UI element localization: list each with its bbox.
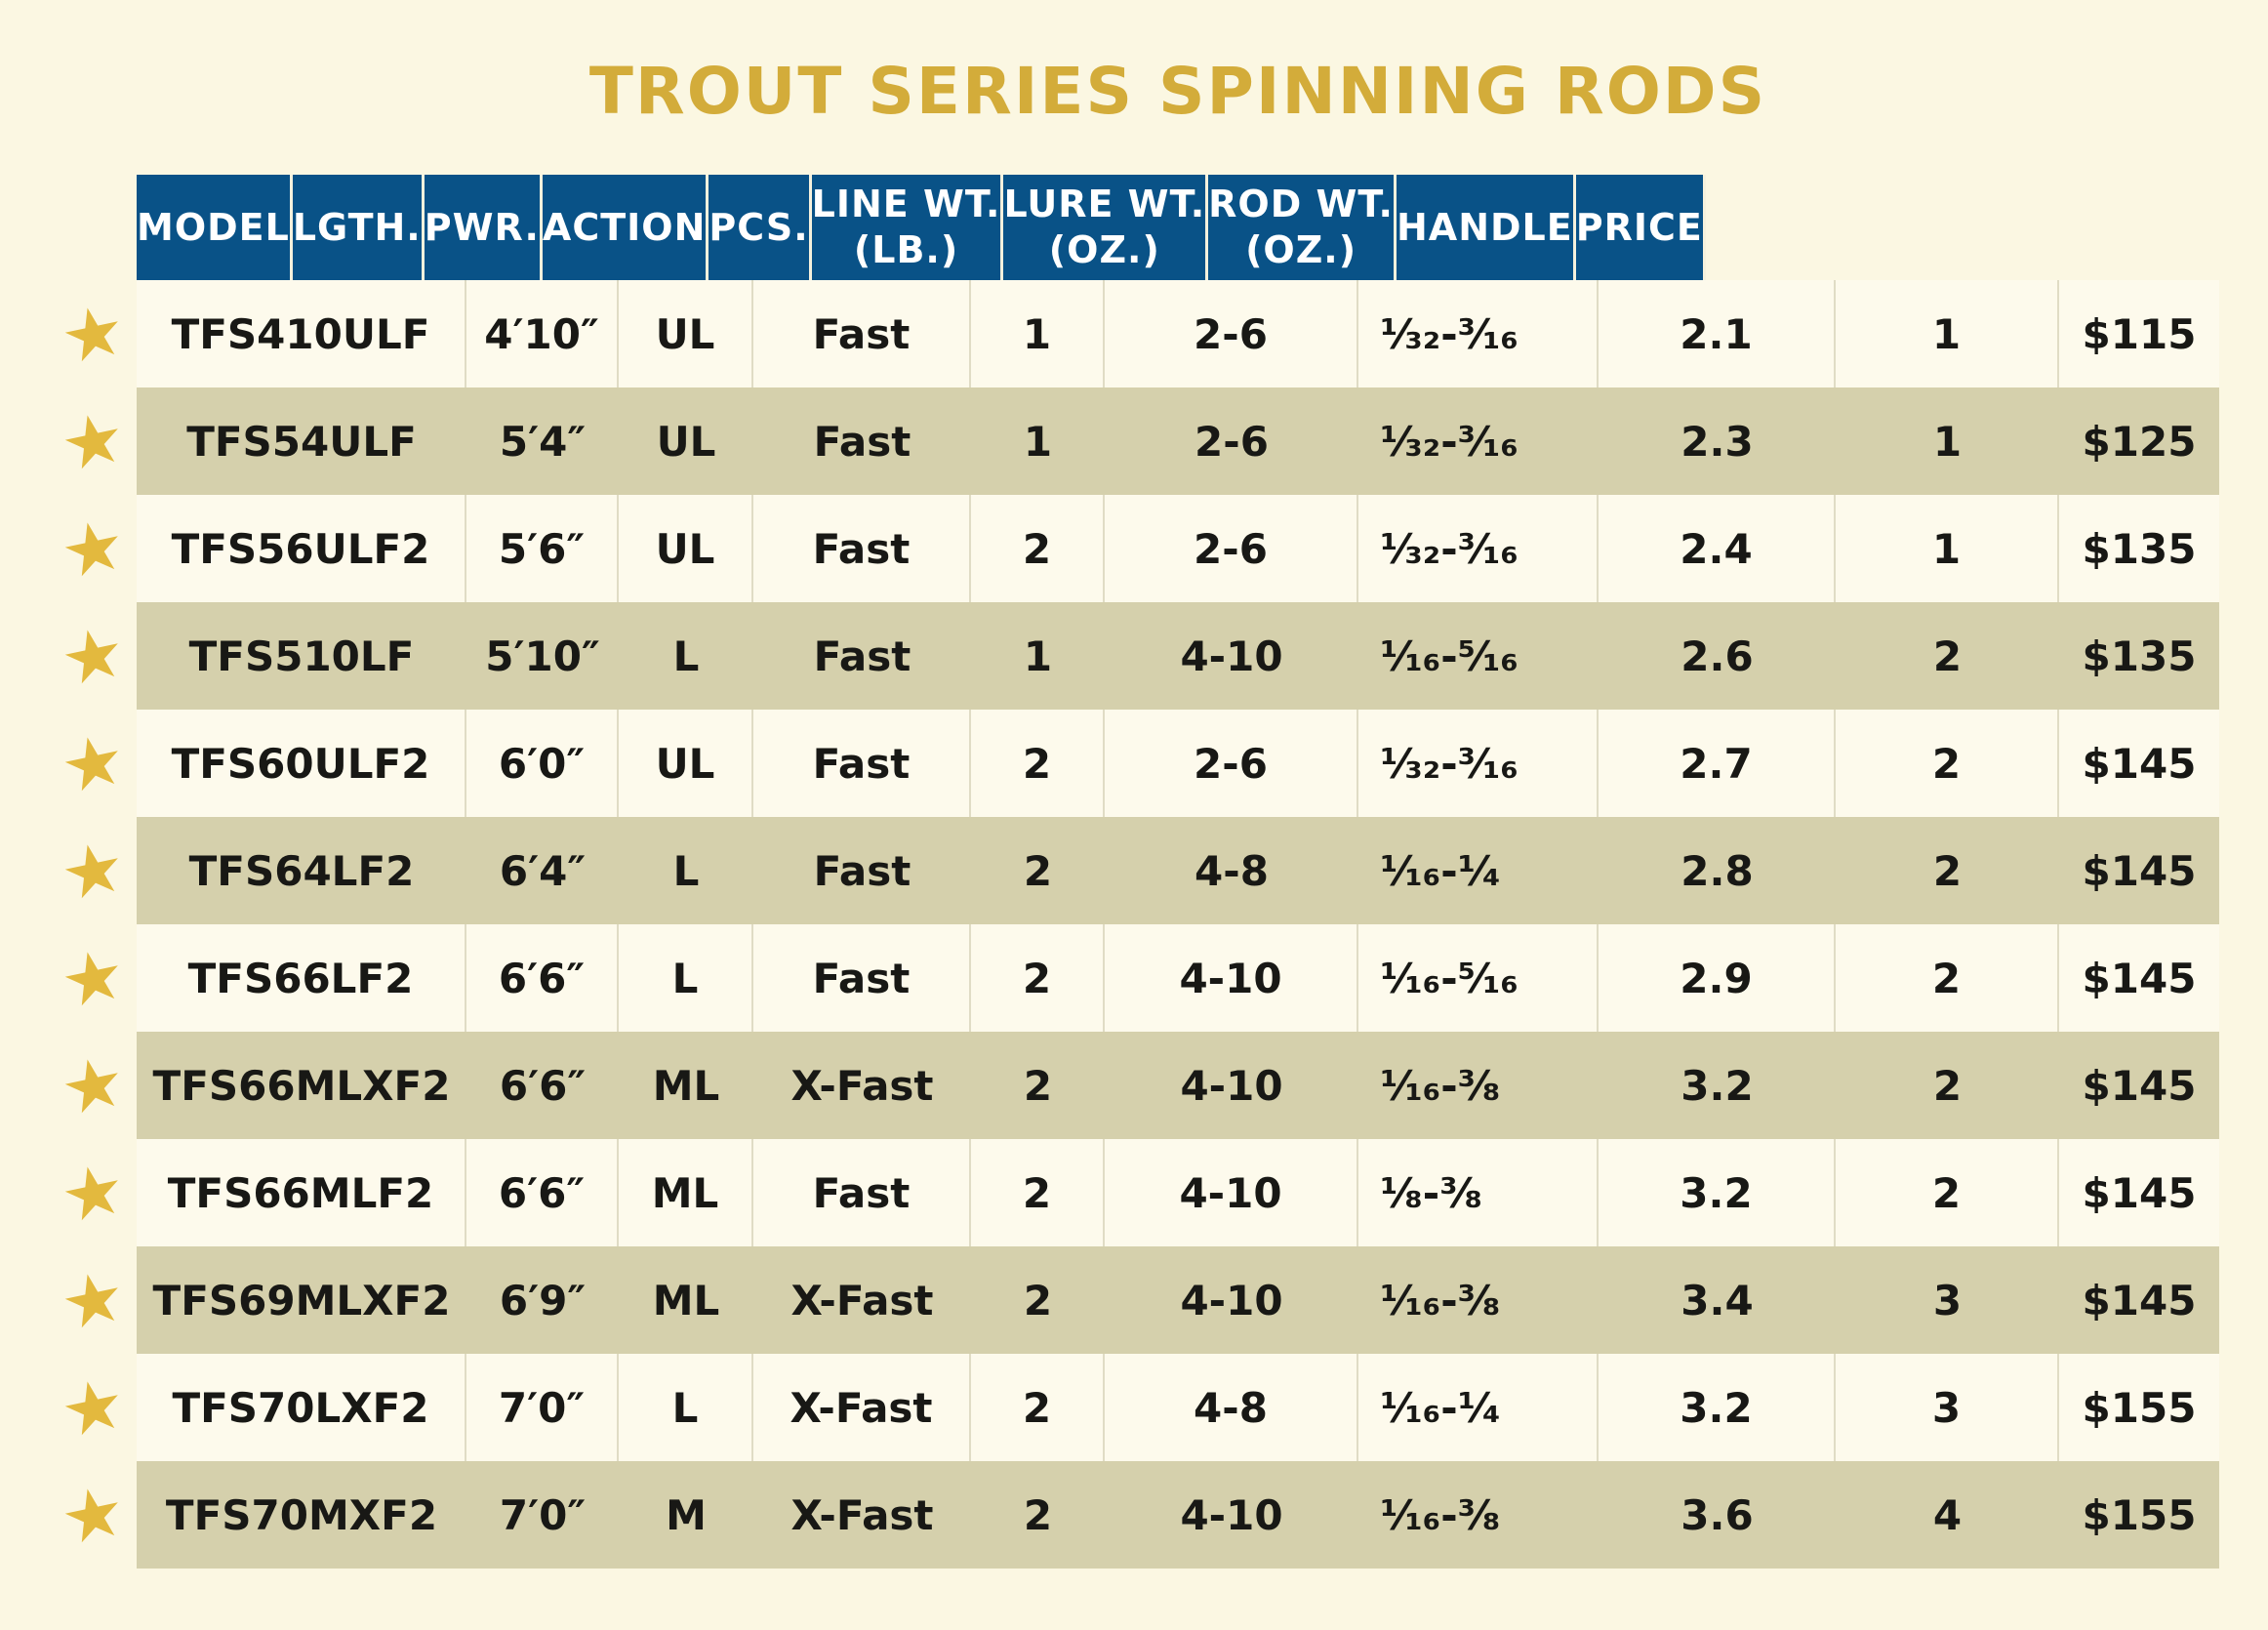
- cell-price: $155: [2059, 1354, 2219, 1461]
- cell-pieces: 2: [971, 1139, 1105, 1246]
- cell-power: L: [619, 602, 753, 710]
- cell-power: UL: [619, 710, 753, 817]
- cell-price: $135: [2059, 602, 2219, 710]
- cell-line-weight: 4-10: [1105, 924, 1358, 1032]
- cell-rod-weight: 2.3: [1599, 387, 1836, 495]
- cell-model: TFS70MXF2: [137, 1461, 466, 1569]
- table-header-row: [0, 175, 2219, 280]
- cell-action: Fast: [753, 1139, 971, 1246]
- cell-pieces: 2: [971, 924, 1105, 1032]
- star-icon: ★: [54, 1468, 134, 1563]
- cell-line-weight: 4-10: [1105, 1139, 1358, 1246]
- cell-action: X-Fast: [753, 1461, 971, 1569]
- cell-handle: 1: [1836, 387, 2059, 495]
- page-title: TROUT SERIES SPINNING RODS: [588, 54, 1767, 129]
- cell-model: TFS70LXF2: [137, 1354, 466, 1461]
- cell-line-weight: 2-6: [1105, 710, 1358, 817]
- cell-action: Fast: [753, 817, 971, 924]
- cell-lure-weight: ¹⁄₁₆-⁵⁄₁₆: [1358, 924, 1599, 1032]
- table-row: [0, 1461, 2219, 1569]
- table-row: [0, 817, 2219, 924]
- row-star-gutter: [0, 387, 137, 495]
- table-row: [0, 387, 2219, 495]
- cell-lure-weight: ¹⁄₃₂-³⁄₁₆: [1358, 495, 1599, 602]
- cell-price: $155: [2059, 1461, 2219, 1569]
- column-header-label: LGTH.: [292, 205, 422, 249]
- cell-handle: 2: [1836, 817, 2059, 924]
- table-row: [0, 1246, 2219, 1354]
- star-icon: ★: [54, 1039, 134, 1133]
- cell-power: M: [619, 1461, 753, 1569]
- cell-handle: 1: [1836, 495, 2059, 602]
- row-star-gutter: [0, 1139, 137, 1246]
- cell-price: $145: [2059, 1139, 2219, 1246]
- column-header: [1397, 175, 1576, 280]
- row-star-gutter: [0, 924, 137, 1032]
- cell-length: 6′0″: [466, 710, 619, 817]
- cell-power: ML: [619, 1032, 753, 1139]
- cell-handle: 4: [1836, 1461, 2059, 1569]
- cell-action: Fast: [753, 710, 971, 817]
- column-header: [1576, 175, 1706, 280]
- cell-action: X-Fast: [753, 1354, 971, 1461]
- cell-handle: 1: [1836, 280, 2059, 387]
- column-header-label: PRICE: [1575, 205, 1703, 249]
- cell-line-weight: 4-8: [1105, 1354, 1358, 1461]
- cell-model: TFS66MLF2: [137, 1139, 466, 1246]
- table-body: [0, 280, 2268, 1569]
- column-header: [137, 175, 293, 280]
- star-icon: ★: [54, 502, 134, 596]
- cell-line-weight: 4-10: [1105, 1461, 1358, 1569]
- cell-power: ML: [619, 1139, 753, 1246]
- column-header-unit: (OZ.): [1048, 228, 1160, 272]
- cell-length: 6′9″: [466, 1246, 619, 1354]
- cell-action: Fast: [753, 924, 971, 1032]
- cell-price: $145: [2059, 1032, 2219, 1139]
- cell-handle: 2: [1836, 602, 2059, 710]
- cell-model: TFS64LF2: [137, 817, 466, 924]
- column-header-label: LURE WT.: [1003, 182, 1206, 225]
- column-header-label: PCS.: [709, 205, 809, 249]
- cell-handle: 2: [1836, 710, 2059, 817]
- table-row: [0, 602, 2219, 710]
- cell-model: TFS410ULF: [137, 280, 466, 387]
- cell-price: $115: [2059, 280, 2219, 387]
- column-header: [1003, 175, 1208, 280]
- cell-model: TFS66LF2: [137, 924, 466, 1032]
- row-star-gutter: [0, 710, 137, 817]
- cell-price: $145: [2059, 1246, 2219, 1354]
- table-row: [0, 1139, 2219, 1246]
- cell-pieces: 2: [971, 495, 1105, 602]
- cell-lure-weight: ¹⁄₃₂-³⁄₁₆: [1358, 280, 1599, 387]
- cell-handle: 3: [1836, 1354, 2059, 1461]
- cell-rod-weight: 2.1: [1599, 280, 1836, 387]
- column-header-label: HANDLE: [1397, 205, 1573, 249]
- row-star-gutter: [0, 817, 137, 924]
- cell-pieces: 2: [971, 710, 1105, 817]
- cell-action: Fast: [753, 495, 971, 602]
- cell-action: Fast: [753, 602, 971, 710]
- cell-action: Fast: [753, 387, 971, 495]
- cell-rod-weight: 2.9: [1599, 924, 1836, 1032]
- row-star-gutter: [0, 1354, 137, 1461]
- column-header-unit: (LB.): [853, 228, 959, 272]
- header-star-gutter: [0, 175, 137, 280]
- column-header-label: MODEL: [137, 205, 290, 249]
- cell-action: Fast: [753, 280, 971, 387]
- cell-power: L: [619, 924, 753, 1032]
- cell-power: UL: [619, 495, 753, 602]
- cell-model: TFS56ULF2: [137, 495, 466, 602]
- cell-pieces: 2: [971, 1032, 1105, 1139]
- cell-price: $145: [2059, 817, 2219, 924]
- cell-lure-weight: ¹⁄₁₆-⁵⁄₁₆: [1358, 602, 1599, 710]
- cell-handle: 2: [1836, 1032, 2059, 1139]
- cell-pieces: 1: [971, 602, 1105, 710]
- row-star-gutter: [0, 1246, 137, 1354]
- cell-lure-weight: ¹⁄₃₂-³⁄₁₆: [1358, 387, 1599, 495]
- cell-handle: 2: [1836, 1139, 2059, 1246]
- table-row: [0, 495, 2219, 602]
- cell-lure-weight: ¹⁄₁₆-¹⁄₄: [1358, 817, 1599, 924]
- cell-rod-weight: 3.2: [1599, 1354, 1836, 1461]
- cell-line-weight: 2-6: [1105, 495, 1358, 602]
- column-header-unit: (OZ.): [1245, 228, 1357, 272]
- table-row: [0, 924, 2219, 1032]
- star-icon: ★: [54, 824, 134, 918]
- cell-action: X-Fast: [753, 1246, 971, 1354]
- cell-model: TFS66MLXF2: [137, 1032, 466, 1139]
- column-header: [543, 175, 709, 280]
- cell-pieces: 2: [971, 1354, 1105, 1461]
- cell-rod-weight: 3.2: [1599, 1032, 1836, 1139]
- column-header-label: PWR.: [424, 205, 540, 249]
- column-header: [1208, 175, 1397, 280]
- cell-lure-weight: ¹⁄₁₆-³⁄₈: [1358, 1246, 1599, 1354]
- column-header-label: LINE WT.: [811, 182, 1001, 225]
- column-header: [293, 175, 425, 280]
- cell-rod-weight: 2.7: [1599, 710, 1836, 817]
- cell-power: ML: [619, 1246, 753, 1354]
- cell-model: TFS54ULF: [137, 387, 466, 495]
- cell-line-weight: 4-10: [1105, 1032, 1358, 1139]
- cell-rod-weight: 2.6: [1599, 602, 1836, 710]
- cell-line-weight: 4-10: [1105, 1246, 1358, 1354]
- cell-rod-weight: 3.2: [1599, 1139, 1836, 1246]
- cell-price: $145: [2059, 710, 2219, 817]
- cell-pieces: 2: [971, 1461, 1105, 1569]
- cell-pieces: 1: [971, 280, 1105, 387]
- cell-length: 6′6″: [466, 1032, 619, 1139]
- star-icon: ★: [54, 1361, 134, 1455]
- cell-length: 6′6″: [466, 924, 619, 1032]
- star-icon: ★: [54, 394, 134, 489]
- cell-pieces: 2: [971, 817, 1105, 924]
- column-header-label: ROD WT.: [1208, 182, 1394, 225]
- cell-length: 5′4″: [466, 387, 619, 495]
- cell-length: 6′6″: [466, 1139, 619, 1246]
- cell-length: 7′0″: [466, 1461, 619, 1569]
- cell-power: UL: [619, 280, 753, 387]
- cell-handle: 2: [1836, 924, 2059, 1032]
- cell-line-weight: 2-6: [1105, 387, 1358, 495]
- cell-power: L: [619, 817, 753, 924]
- cell-price: $135: [2059, 495, 2219, 602]
- star-icon: ★: [54, 287, 134, 382]
- cell-price: $145: [2059, 924, 2219, 1032]
- star-icon: ★: [54, 931, 134, 1026]
- table-row: [0, 280, 2219, 387]
- cell-line-weight: 2-6: [1105, 280, 1358, 387]
- cell-line-weight: 4-10: [1105, 602, 1358, 710]
- star-icon: ★: [54, 1146, 134, 1241]
- cell-model: TFS69MLXF2: [137, 1246, 466, 1354]
- cell-length: 6′4″: [466, 817, 619, 924]
- cell-price: $125: [2059, 387, 2219, 495]
- cell-lure-weight: ¹⁄₁₆-³⁄₈: [1358, 1032, 1599, 1139]
- cell-lure-weight: ¹⁄₁₆-¹⁄₄: [1358, 1354, 1599, 1461]
- cell-line-weight: 4-8: [1105, 817, 1358, 924]
- cell-length: 5′10″: [466, 602, 619, 710]
- cell-action: X-Fast: [753, 1032, 971, 1139]
- cell-lure-weight: ¹⁄₁₆-³⁄₈: [1358, 1461, 1599, 1569]
- row-star-gutter: [0, 1461, 137, 1569]
- cell-handle: 3: [1836, 1246, 2059, 1354]
- column-header: [812, 175, 1004, 280]
- cell-pieces: 2: [971, 1246, 1105, 1354]
- header-cells: [137, 175, 1706, 280]
- cell-length: 4′10″: [466, 280, 619, 387]
- cell-model: TFS510LF: [137, 602, 466, 710]
- cell-rod-weight: 3.6: [1599, 1461, 1836, 1569]
- cell-rod-weight: 2.8: [1599, 817, 1836, 924]
- cell-length: 7′0″: [466, 1354, 619, 1461]
- cell-power: L: [619, 1354, 753, 1461]
- star-icon: ★: [54, 609, 134, 704]
- table-row: [0, 1032, 2219, 1139]
- row-star-gutter: [0, 602, 137, 710]
- cell-rod-weight: 3.4: [1599, 1246, 1836, 1354]
- cell-lure-weight: ¹⁄₈-³⁄₈: [1358, 1139, 1599, 1246]
- cell-length: 5′6″: [466, 495, 619, 602]
- row-star-gutter: [0, 495, 137, 602]
- column-header-label: ACTION: [542, 205, 707, 249]
- table-row: [0, 1354, 2219, 1461]
- cell-lure-weight: ¹⁄₃₂-³⁄₁₆: [1358, 710, 1599, 817]
- column-header: [425, 175, 543, 280]
- cell-rod-weight: 2.4: [1599, 495, 1836, 602]
- star-icon: ★: [54, 716, 134, 811]
- star-icon: ★: [54, 1253, 134, 1348]
- table-row: [0, 710, 2219, 817]
- spinning-rods-spec-table: [0, 175, 2268, 1569]
- row-star-gutter: [0, 280, 137, 387]
- row-star-gutter: [0, 1032, 137, 1139]
- cell-pieces: 1: [971, 387, 1105, 495]
- column-header: [709, 175, 811, 280]
- cell-model: TFS60ULF2: [137, 710, 466, 817]
- cell-power: UL: [619, 387, 753, 495]
